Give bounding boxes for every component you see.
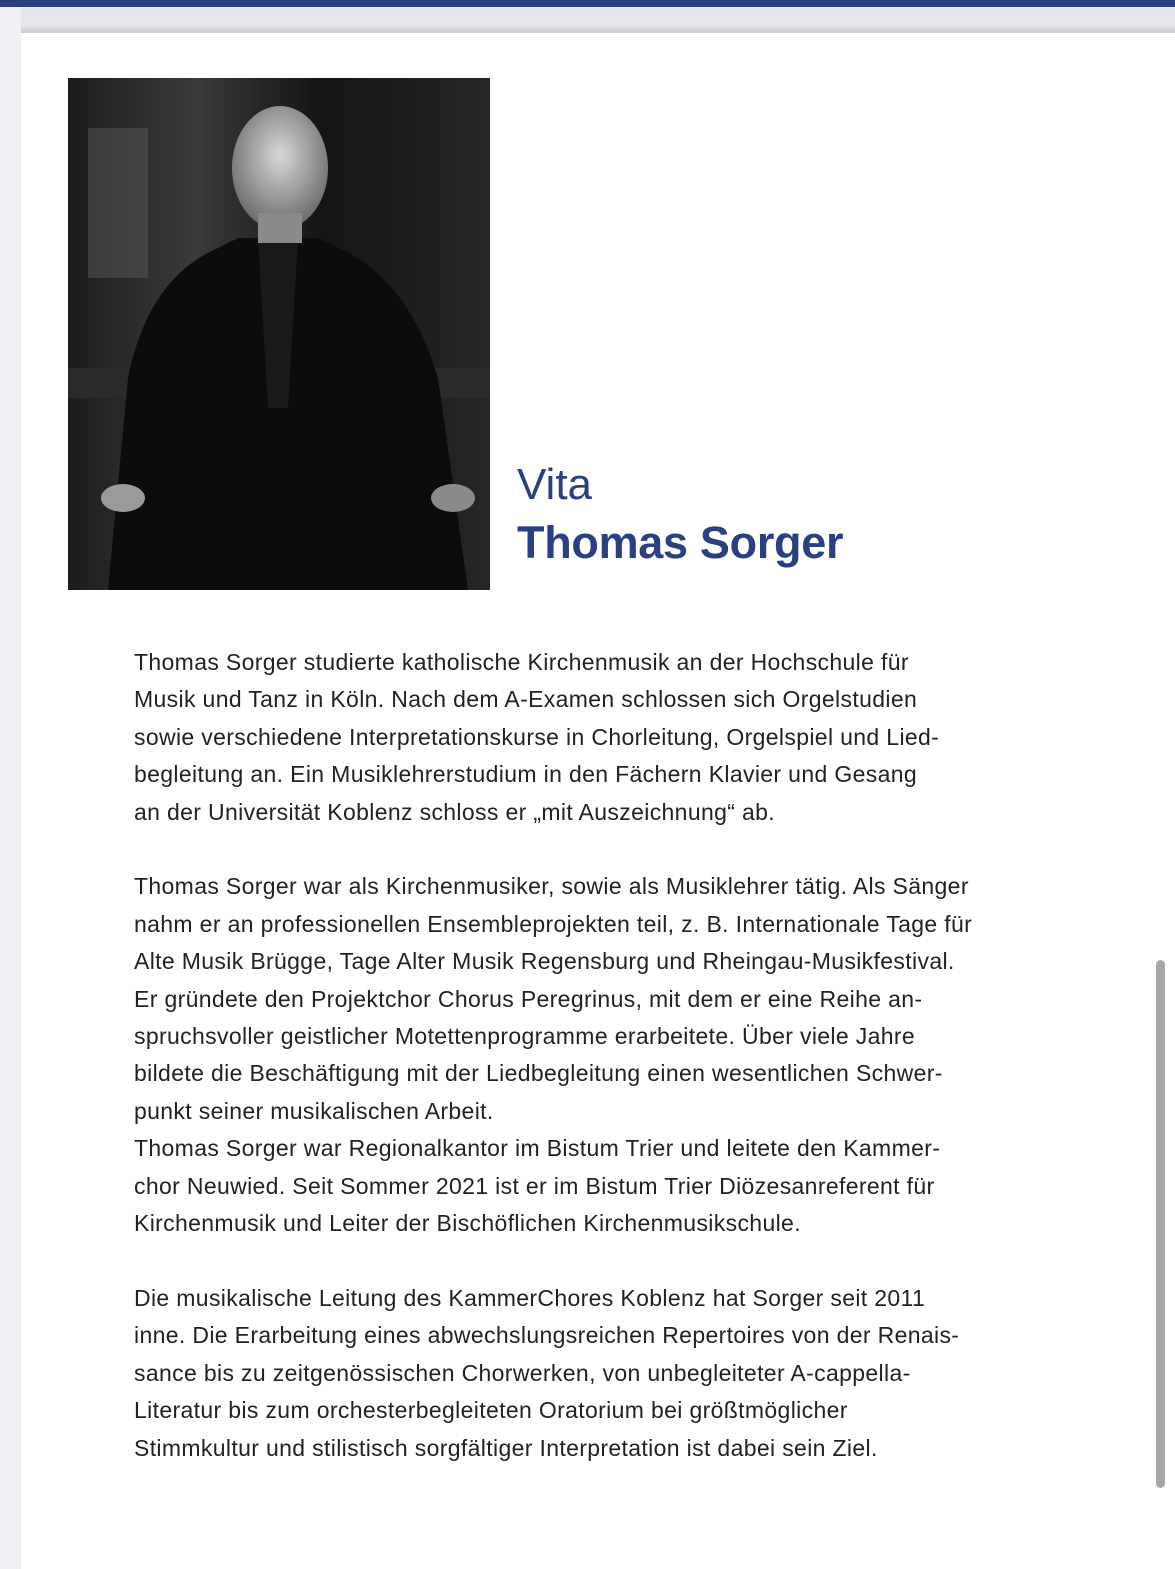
text-line: Alte Musik Brügge, Tage Alter Musik Regensburg und Rheingau-Musikfestival.: [134, 948, 955, 975]
text-line: begleitung an. Ein Musiklehrerstudium in den Fächern Klavier und Gesang: [134, 761, 918, 788]
text-line: Literatur bis zum orchesterbegleiteten Oratorium bei größtmöglicher: [134, 1397, 848, 1424]
text-line: Thomas Sorger war als Kirchenmusiker, sowie als Musiklehrer tätig. Als Sänger: [134, 873, 969, 900]
vita-label: Vita: [517, 460, 593, 509]
bio-paragraph-1: [134, 644, 972, 831]
text-line: bildete die Beschäftigung mit der Liedbegleitung einen wesentlichen Schwer-: [134, 1060, 943, 1087]
bio-paragraph-3: [134, 1280, 972, 1467]
text-line: Die musikalische Leitung des KammerChores Koblenz hat Sorger seit 2011: [134, 1284, 926, 1311]
header-shadow: [21, 7, 1175, 33]
text-line: Thomas Sorger studierte katholische Kirchenmusik an der Hochschule für: [134, 649, 909, 675]
text-line: punkt seiner musikalischen Arbeit.: [134, 1097, 494, 1124]
top-accent-bar: [0, 0, 1175, 7]
text-line: Stimmkultur und stilistisch sorgfältiger Interpretation ist dabei sein Ziel.: [134, 1434, 878, 1461]
bio-paragraph-2: [134, 868, 972, 1242]
text-line: Kirchenmusik und Leiter der Bischöflichen Kirchenmusikschule.: [134, 1210, 801, 1237]
text-line: sowie verschiedene Interpretationskurse in Chorleitung, Orgelspiel und Lied-: [134, 723, 940, 750]
vita-heading: [517, 456, 843, 572]
text-line: chor Neuwied. Seit Sommer 2021 ist er im Bistum Trier Diözesanreferent für: [134, 1172, 935, 1199]
text-line: nahm er an professionellen Ensembleprojekten teil, z. B. Internationale Tage für: [134, 910, 973, 937]
text-line: inne. Die Erarbeitung eines abwechslungsreichen Repertoires von der Renais-: [134, 1322, 960, 1349]
text-line: Musik und Tanz in Köln. Nach dem A-Examen schlossen sich Orgelstudien: [134, 686, 918, 713]
text-line: an der Universität Koblenz schloss er „mit Auszeichnung“ ab.: [134, 798, 776, 825]
text-line: spruchsvoller geistlicher Motettenprogramme erarbeitete. Über viele Jahre: [134, 1023, 916, 1050]
vertical-scrollbar[interactable]: [1156, 960, 1165, 1488]
page-margin: [0, 7, 21, 1569]
text-line: Er gründete den Projektchor Chorus Peregrinus, mit dem er eine Reihe an-: [134, 985, 923, 1012]
text-line: sance bis zu zeitgenössischen Chorwerken, von unbegleiteter A-cappella-: [134, 1359, 911, 1386]
person-name: Thomas Sorger: [517, 517, 844, 568]
text-line: Thomas Sorger war Regionalkantor im Bistum Trier und leitete den Kammer-: [134, 1135, 941, 1162]
portrait-photo: [68, 78, 490, 590]
biography-text: [134, 644, 972, 1504]
portrait-image: [68, 78, 490, 590]
